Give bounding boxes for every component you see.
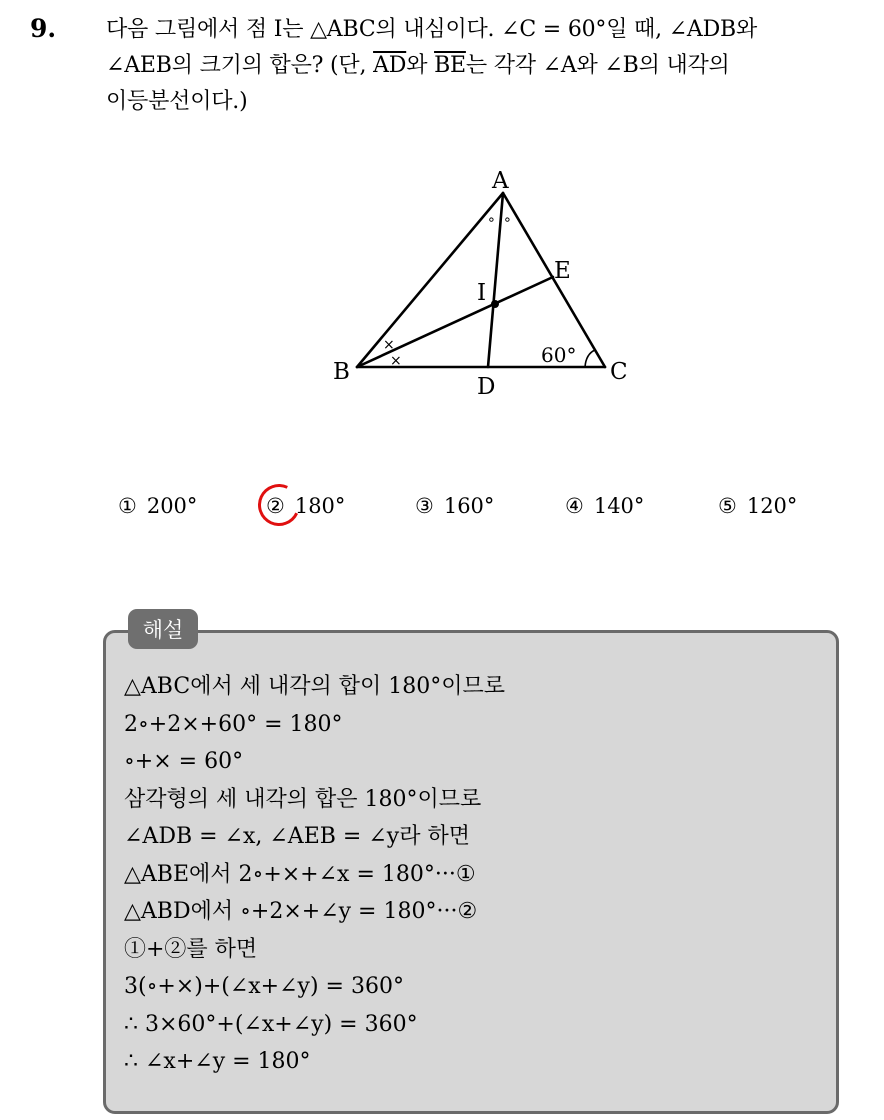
choice-2-value: 180° (294, 494, 346, 518)
solution-lines (124, 668, 824, 1081)
choice-1[interactable] (118, 494, 197, 518)
solution-line: 삼각형의 세 내각의 합은 180°이므로 (124, 786, 482, 812)
question-line-2 (106, 48, 876, 84)
segment-ad: $\overline{AD}$ (373, 53, 407, 78)
angle-c-arc (585, 350, 595, 367)
choice-5-value: 120° (746, 494, 798, 518)
choice-3-value: 160° (443, 494, 495, 518)
solution-tag: 해설 (128, 609, 198, 649)
solution-line: ①+②를 하면 (124, 936, 258, 962)
question-number: 9. (30, 14, 57, 43)
question-line-2-prefix: ∠AEB의 크기의 합은? (단, (106, 53, 374, 78)
segment-be: $\overline{BE}$ (434, 53, 466, 78)
solution-line: ∘+× = 60° (124, 749, 244, 774)
choice-3-mark: ③ (415, 494, 434, 518)
angle-a-mark-right: ∘ (503, 212, 512, 228)
angle-c-label: 60° (541, 343, 577, 367)
angle-a-mark-left: ∘ (487, 212, 496, 228)
label-d: D (477, 374, 496, 400)
label-b: B (333, 359, 350, 385)
choice-2[interactable] (266, 494, 345, 518)
question-line-3: 이등분선이다.) (106, 89, 248, 114)
solution-line: △ABC에서 세 내각의 합이 180°이므로 (124, 674, 505, 699)
choice-4[interactable] (565, 494, 644, 518)
incenter-point (491, 300, 499, 308)
question-text (106, 12, 876, 120)
solution-line: 3(∘+×)+(∠x+∠y) = 360° (124, 974, 404, 999)
solution-line: △ABE에서 2∘+×+∠x = 180°···① (124, 861, 476, 887)
choice-5[interactable] (718, 494, 797, 518)
label-i: I (477, 280, 487, 306)
choice-1-mark: ① (118, 494, 137, 518)
choice-4-value: 140° (593, 494, 645, 518)
solution-line: ∴ 3×60°+(∠x+∠y) = 360° (124, 1011, 418, 1037)
question-line-2-mid: 와 (406, 53, 435, 78)
question-line-2-suffix: 는 각각 ∠A와 ∠B의 내각의 (465, 53, 730, 78)
angle-b-mark-upper: × (383, 337, 395, 353)
angle-b-mark-lower: × (390, 353, 402, 369)
question-line-1: 다음 그림에서 점 I는 △ABC의 내심이다. ∠C = 60°일 때, ∠ADB와 (106, 17, 758, 42)
bisector-be (357, 277, 553, 367)
label-a: A (492, 168, 509, 194)
choice-4-mark: ④ (565, 494, 584, 518)
choice-1-value: 200° (146, 494, 198, 518)
choice-5-mark: ⑤ (718, 494, 737, 518)
answer-choices (118, 494, 838, 528)
label-e: E (554, 258, 571, 284)
solution-line: △ABD에서 ∘+2×+∠y = 180°···② (124, 899, 478, 924)
triangle-figure (320, 160, 640, 405)
solution-line: ∴ ∠x+∠y = 180° (124, 1049, 311, 1074)
choice-2-mark: ② (266, 494, 285, 518)
solution-line: ∠ADB = ∠x, ∠AEB = ∠y라 하면 (124, 824, 470, 849)
label-c: C (610, 359, 628, 385)
choice-3[interactable] (415, 494, 494, 518)
solution-line: 2∘+2×+60° = 180° (124, 711, 343, 737)
